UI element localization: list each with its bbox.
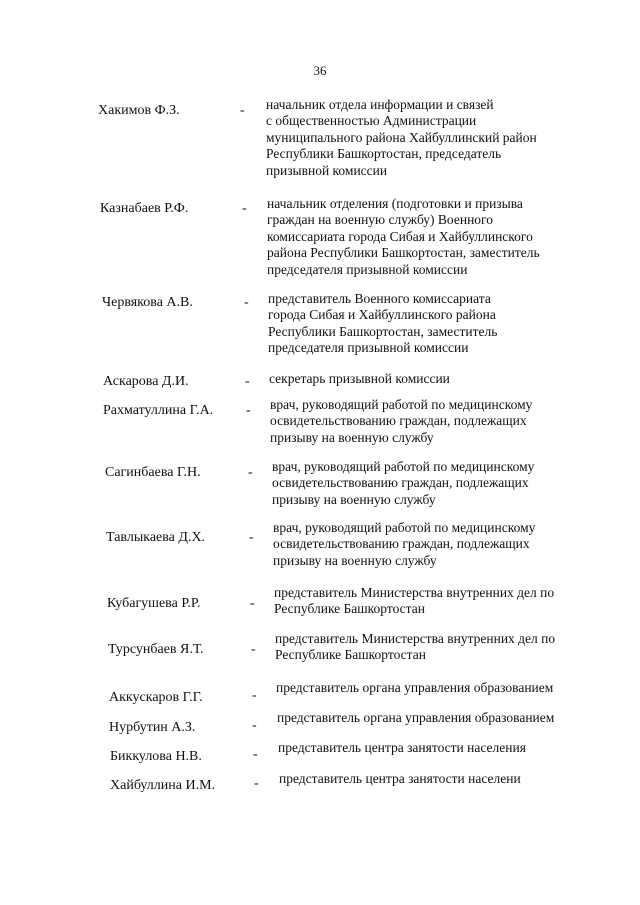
member-dash: - xyxy=(248,465,253,480)
member-name: Хакимов Ф.З. xyxy=(98,103,180,118)
member-name: Нурбутин А.З. xyxy=(109,720,196,735)
member-name: Тавлыкаева Д.Х. xyxy=(106,530,206,545)
member-name: Хайбуллина И.М. xyxy=(110,778,216,793)
member-name: Турсунбаев Я.Т. xyxy=(108,642,204,657)
member-name: Рахматуллина Г.А. xyxy=(103,403,214,418)
member-name: Аккускаров Г.Г. xyxy=(109,690,203,705)
member-role: секретарь призывной комиссии xyxy=(269,371,450,386)
member-dash: - xyxy=(252,718,257,733)
member-name: Червякова А.В. xyxy=(102,295,193,310)
member-role: врач, руководящий работой по медицинскому освидетельствованию граждан, подлежащих призыву на военную службу xyxy=(273,520,536,568)
member-dash: - xyxy=(240,103,245,118)
member-role: представитель центра занятости населения xyxy=(278,740,526,755)
member-role: врач, руководящий работой по медицинскому освидетельствованию граждан, подлежащих призыву на военную службу xyxy=(270,397,533,445)
member-dash: - xyxy=(246,403,251,418)
member-dash: - xyxy=(254,776,259,791)
member-dash: - xyxy=(252,688,257,703)
member-role: представитель Министерства внутренних дел по Республике Башкортостан xyxy=(275,631,556,663)
member-role: врач, руководящий работой по медицинскому освидетельствованию граждан, подлежащих призыву на военную службу xyxy=(272,459,535,507)
member-name: Аскарова Д.И. xyxy=(103,374,189,389)
member-name: Казнабаев Р.Ф. xyxy=(100,201,189,216)
member-role: начальник отделения (подготовки и призыва граждан на военную службу) Военного комиссариата города Сибая и Хайбуллинского района Республики Башкортостан, заместитель председателя призывной комиссии xyxy=(267,196,540,277)
member-role: представитель Министерства внутренних дел по Республике Башкортостан xyxy=(274,585,555,617)
member-role: начальник отдела информации и связей с общественностью Администрации муниципального района Хайбуллинский район Республики Башкортостан, председатель призывной комиссии xyxy=(266,97,537,178)
member-dash: - xyxy=(253,747,258,762)
member-role: представитель органа управления образованием xyxy=(276,680,554,695)
member-name: Кубагушева Р.Р. xyxy=(107,596,201,611)
page-number: 36 xyxy=(313,63,327,78)
member-dash: - xyxy=(245,374,250,389)
member-role: представитель центра занятости населени xyxy=(279,771,521,786)
member-name: Биккулова Н.В. xyxy=(110,749,202,764)
member-dash: - xyxy=(250,596,255,611)
member-dash: - xyxy=(251,642,256,657)
member-dash: - xyxy=(244,295,249,310)
member-role: представитель органа управления образованием xyxy=(277,710,555,725)
member-dash: - xyxy=(242,201,247,216)
member-role: представитель Военного комиссариата города Сибая и Хайбуллинского района Республики Башкортостан, заместитель председателя призывной комиссии xyxy=(268,291,498,356)
member-name: Сагинбаева Г.Н. xyxy=(105,465,201,480)
member-dash: - xyxy=(249,530,254,545)
